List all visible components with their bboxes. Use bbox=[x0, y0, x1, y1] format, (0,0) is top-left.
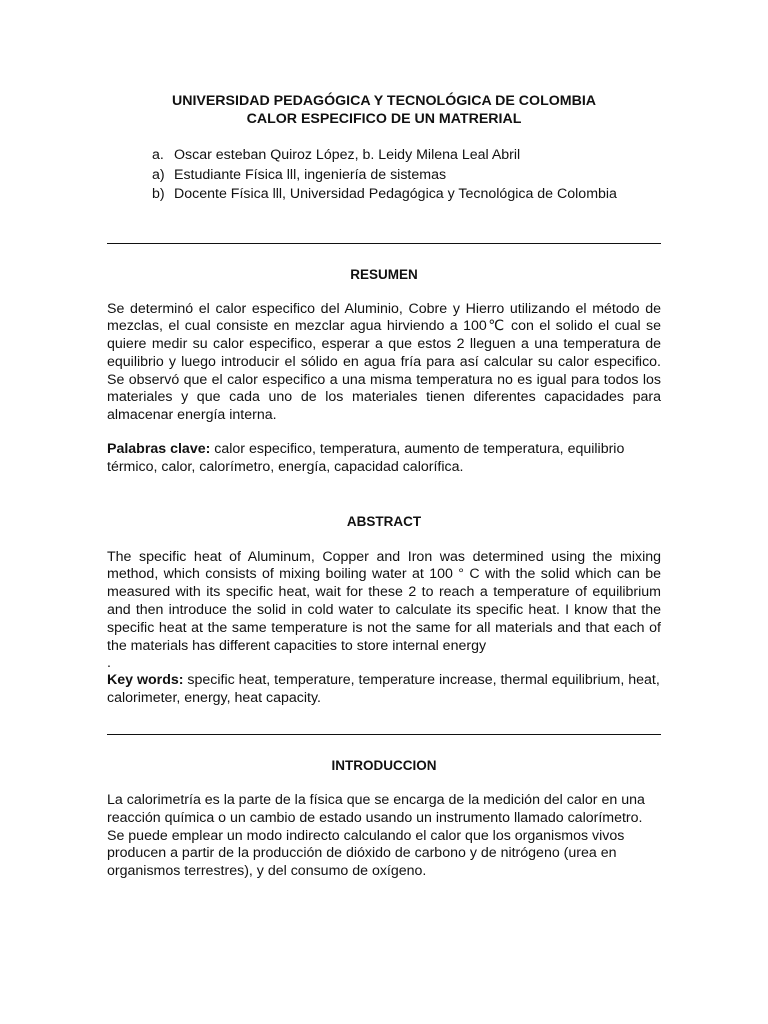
abstract-body: The specific heat of Aluminum, Copper and Iron was determined using the mixing method, which consists of mixing boiling water at 100 ° C with the solid which can be measured with its specific heat, wait for these 2 to reach a temperature of equilibrium and then introduce the solid in cold water to calculate its specific heat. I know that the specific heat at the same temperature is not the same for all materials and that each of the materials has different capacities to store internal energy bbox=[107, 548, 661, 654]
author-line bbox=[152, 146, 661, 166]
divider bbox=[107, 734, 661, 735]
abstract-heading: ABSTRACT bbox=[346, 513, 422, 529]
key-words-label: Key words: bbox=[107, 672, 184, 689]
divider bbox=[107, 243, 661, 244]
introduccion-body: La calorimetría es la parte de la física que se encarga de la medición del calor en una reacción química o un cambio de estado usando un instrumento llamado calorímetro. Se puede emplear un modo indirecto calculando el calor que los organismos vivos producen a partir de la producción de dióxido de carbono y de nitrógeno (urea en organismos terrestres), y del consumo de oxígeno. bbox=[107, 792, 645, 880]
affiliation-line bbox=[152, 166, 661, 186]
affiliation-text: Docente Física lll, Universidad Pedagógica y Tecnológica de Colombia bbox=[174, 186, 617, 202]
paper-title: CALOR ESPECIFICO DE UN MATRERIAL bbox=[246, 111, 522, 127]
palabras-clave-text: calor especifico, temperatura, aumento de temperatura, equilibrio térmico, calor, calorímetro, energía, capacidad calorífica. bbox=[107, 441, 625, 475]
author-text: Oscar esteban Quiroz López, b. Leidy Milena Leal Abril bbox=[174, 147, 521, 163]
affiliation-text: Estudiante Física lll, ingeniería de sistemas bbox=[174, 166, 447, 183]
resumen-heading: RESUMEN bbox=[350, 266, 418, 282]
title-block bbox=[107, 0, 661, 128]
author-marker: a. bbox=[152, 147, 164, 163]
affiliation-marker: b) bbox=[152, 186, 165, 202]
resumen-body: Se determinó el calor especifico del Aluminio, Cobre y Hierro utilizando el método de mezclas, el cual consiste en mezclar agua hirviendo a 100℃ con el solido el cual se quiere medir su calor especifico, esperar a que estos 2 lleguen a una temperatura de equilibrio y luego introducir el sólido en agua fría para así calcular su calor especifico. Se observó que el calor especifico a una misma temperatura no es igual para todos los materiales y que cada uno de los materiales tienen diferentes capacidades para almacenar energía interna. bbox=[107, 300, 661, 424]
introduccion-heading: INTRODUCCION bbox=[331, 758, 437, 774]
abstract-trailing-dot: . bbox=[107, 655, 111, 672]
affiliation-marker: a) bbox=[152, 166, 165, 183]
affiliation-line bbox=[152, 185, 661, 205]
author-list bbox=[107, 146, 661, 205]
palabras-clave-label: Palabras clave: bbox=[107, 441, 211, 458]
key-words-text: specific heat, temperature, temperature increase, thermal equilibrium, heat, calorimeter, energy, heat capacity. bbox=[107, 672, 660, 707]
palabras-clave bbox=[107, 441, 661, 477]
university-name: UNIVERSIDAD PEDAGÓGICA Y TECNOLÓGICA DE COLOMBIA bbox=[171, 93, 597, 109]
key-words bbox=[107, 672, 661, 708]
